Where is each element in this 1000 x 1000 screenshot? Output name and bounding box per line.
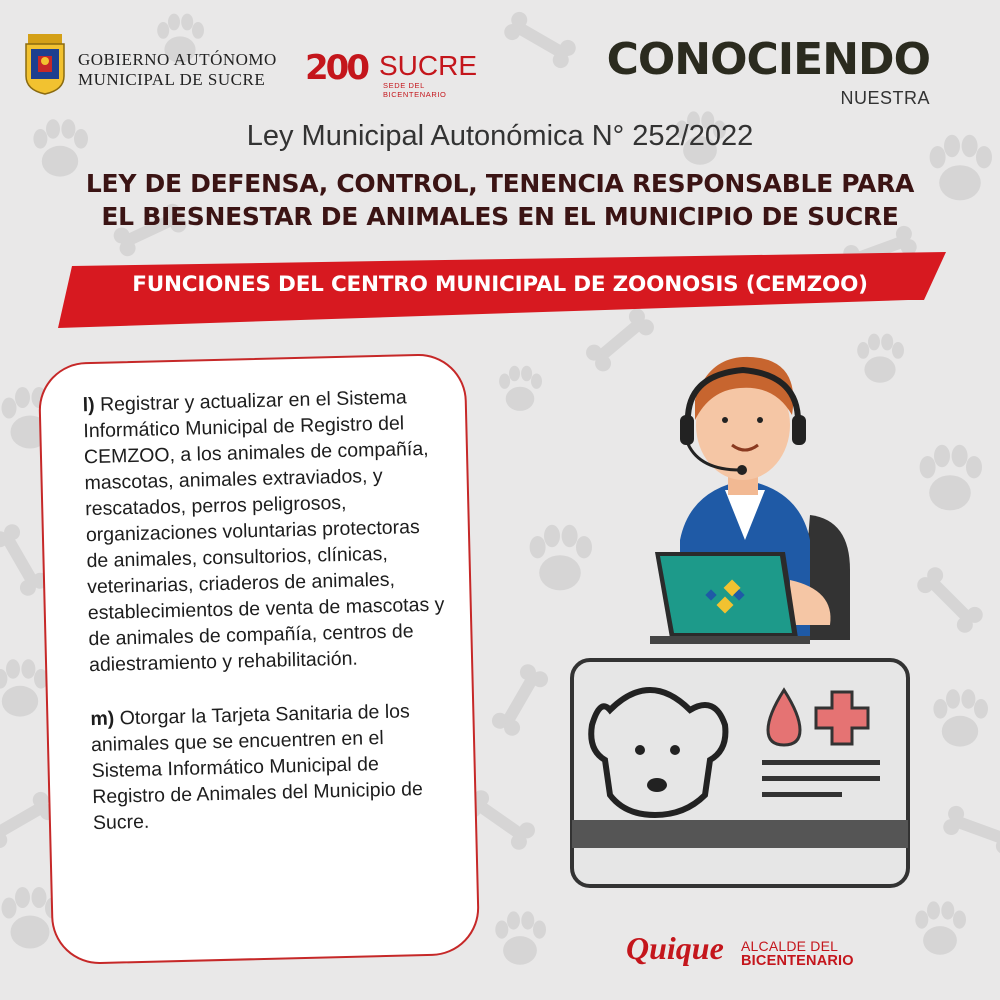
quique-logo	[606, 928, 866, 984]
conociendo-heading: CONOCIENDO	[606, 34, 930, 85]
function-item-l-text: Registrar y actualizar en el Sistema Informático Municipal de Registro del CEMZOO, a los animales de compañía, mascotas, animales extraviados, y rescatados, perros peligrosos, organizaciones voluntarias protectoras de animales, consultorios, clínicas, veterinarias, criaderos de animales, establecimientos de venta de mascotas y de animales de compañía, centros de adiestramiento y rehabilitación.	[83, 386, 445, 677]
function-item-m-label: m)	[90, 707, 115, 731]
law-number: Ley Municipal Autonómica N° 252/2022	[246, 120, 754, 152]
functions-card	[38, 353, 481, 965]
functions-banner-text: FUNCIONES DEL CENTRO MUNICIPAL DE ZOONOSIS (CEMZOO)	[132, 272, 868, 297]
government-name	[78, 50, 277, 90]
nuestra-subheading: NUESTRA	[840, 88, 930, 108]
functions-card-text	[82, 383, 453, 864]
law-title-line2: EL BIESNESTAR DE ANIMALES EN EL MUNICIPIO DE SUCRE	[101, 202, 899, 231]
bicentenario-subtitle: SEDE DEL BICENTENARIO	[383, 81, 447, 99]
municipal-coat-of-arms-icon	[22, 30, 68, 96]
quique-name: Quique	[626, 930, 724, 966]
government-name-line2: MUNICIPAL DE SUCRE	[78, 70, 266, 89]
bicentenario-line: BICENTENARIO	[741, 953, 854, 969]
law-title-line1: LEY DE DEFENSA, CONTROL, TENENCIA RESPONSABLE PARA	[85, 169, 915, 198]
function-item-l-label: l)	[82, 393, 95, 417]
operator-and-health-card-illustration	[560, 340, 940, 910]
bicentenario-city: SUCRE	[379, 50, 478, 81]
bicentenario-logo	[305, 48, 480, 99]
law-title	[40, 167, 960, 233]
pet-health-card-icon	[572, 660, 908, 886]
operator-with-headset-icon	[650, 357, 850, 644]
government-name-line1: GOBIERNO AUTÓNOMO	[78, 50, 277, 69]
function-item-m	[90, 697, 453, 836]
function-item-m-text: Otorgar la Tarjeta Sanitaria de los animales que se encuentren en el Sistema Informático Municipal de Registro de Animales del Municipio de Sucre.	[90, 700, 424, 835]
bicentenario-number: 200	[305, 48, 367, 88]
function-item-l	[82, 383, 449, 678]
alcalde-line: ALCALDE DEL	[741, 938, 839, 954]
